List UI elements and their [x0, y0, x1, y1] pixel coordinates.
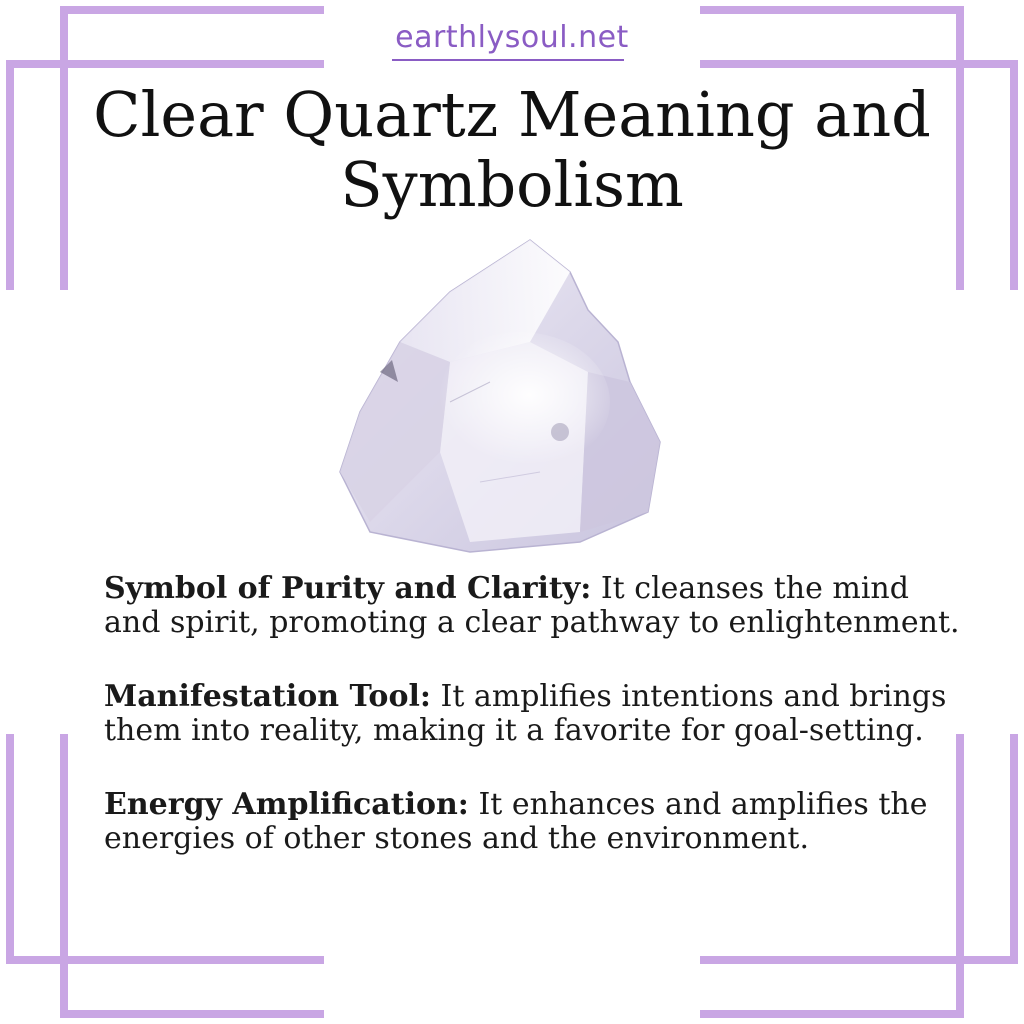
item-text: It enhances and amplifies the energies of other stones and the environment.: [104, 787, 928, 856]
item-text: It cleanses the mind and spirit, promoting a clear pathway to enlightenment.: [104, 571, 960, 640]
list-item: [104, 788, 964, 856]
item-heading: Energy Amplification:: [104, 787, 469, 822]
symbolism-list: [104, 572, 964, 896]
brand-logo[interactable]: earthlysoul.net: [395, 20, 629, 55]
item-heading: Symbol of Purity and Clarity:: [104, 571, 592, 606]
page-title: Clear Quartz Meaning and Symbolism: [93, 78, 931, 221]
item-text: It amplifies intentions and brings them into reality, making it a favorite for goal-setting.: [104, 679, 947, 748]
list-item: [104, 572, 964, 640]
logo-underline: [392, 59, 624, 61]
clear-quartz-crystal-image: [330, 232, 690, 562]
item-heading: Manifestation Tool:: [104, 679, 431, 714]
list-item: [104, 680, 964, 748]
